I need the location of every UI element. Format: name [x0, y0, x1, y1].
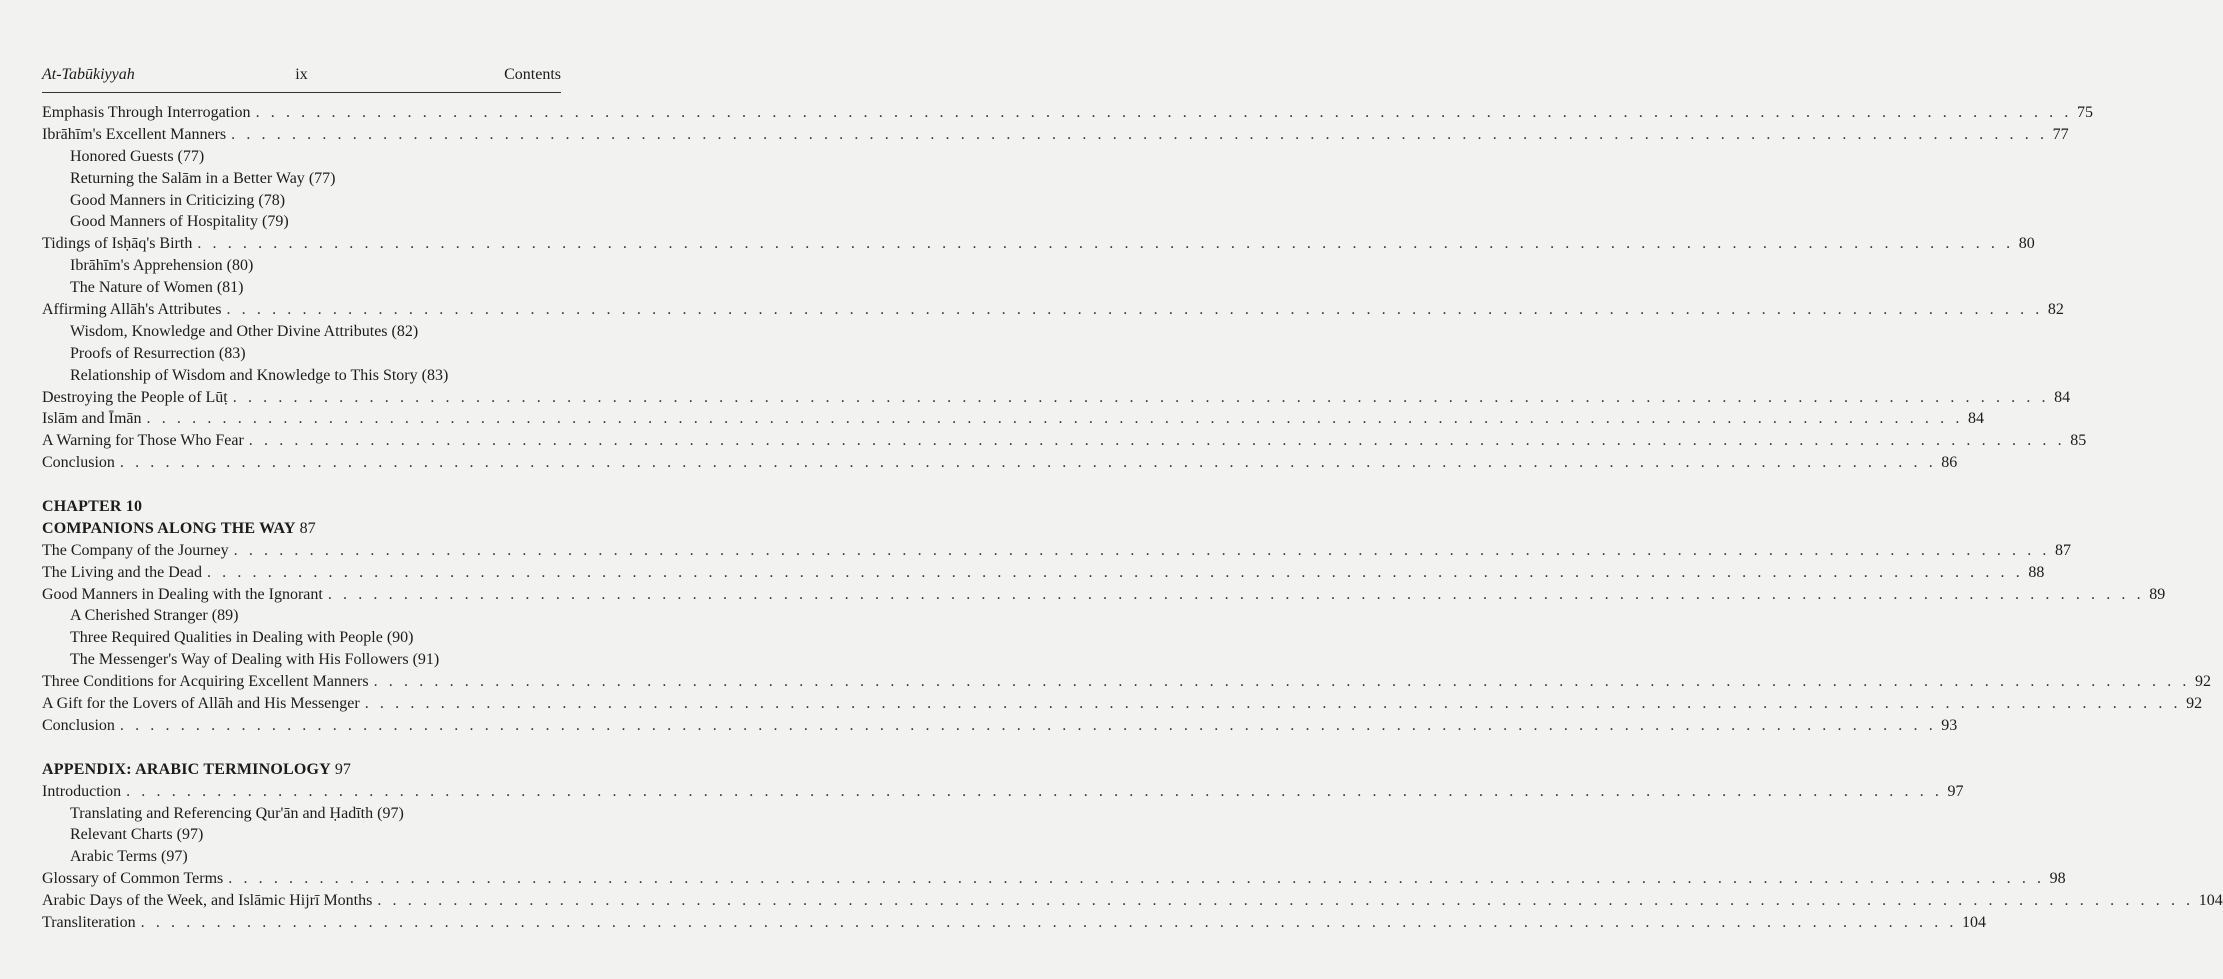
toc-entry[interactable] — [42, 408, 1984, 430]
toc-entry-page: 85 — [2070, 432, 2087, 450]
toc-subentry-page: (82) — [391, 322, 419, 340]
toc-subentry[interactable] — [42, 211, 561, 233]
toc-entry-title: Destroying the People of Lūṭ — [42, 388, 228, 406]
toc-entry-title: A Gift for the Lovers of Allāh and His Messenger — [42, 695, 360, 713]
toc-entry-title: Good Manners in Dealing with the Ignorant — [42, 585, 323, 603]
toc-entry[interactable] — [42, 715, 1958, 737]
toc-subentry-title: Wisdom, Knowledge and Other Divine Attributes — [70, 322, 388, 340]
toc-entry-title: Arabic Days of the Week, and Islāmic Hijrī Months — [42, 892, 373, 910]
toc-subentry-title: The Nature of Women — [70, 279, 213, 297]
chapter-label: CHAPTER 10 — [42, 498, 143, 516]
toc-subentry-page: (91) — [412, 651, 440, 669]
toc-entry[interactable] — [42, 584, 2166, 606]
header-rule — [42, 92, 561, 93]
section-name: Contents — [504, 66, 561, 83]
toc-subentry-title: Honored Guests — [70, 147, 174, 165]
toc-subentry[interactable] — [42, 803, 561, 825]
toc-subentry[interactable] — [42, 649, 561, 671]
toc-subentry-title: Relationship of Wisdom and Knowledge to This Story — [70, 366, 418, 384]
toc-entry[interactable] — [42, 124, 2069, 146]
dot-leader: . . . . . . . . . . . . . . . . . . . . . . . . . . . . . . . . . . . . . . . . . . . . . . . . . . . . . . . . . . . . . . . . . . . . . . . . . . . . . . . . . . . . . . . . . . . . . . . . . . . . . . . . . . . . . . . . . . . . . . . . — [228, 870, 2045, 888]
toc-entry-title: The Living and the Dead — [42, 563, 202, 581]
toc-entry-title: A Warning for Those Who Fear — [42, 432, 244, 450]
toc-subentry-page: (78) — [258, 191, 286, 209]
table-of-contents — [42, 102, 2223, 934]
toc-entry-title: The Company of the Journey — [42, 541, 229, 559]
toc-entry[interactable] — [42, 452, 1958, 474]
toc-entry-page: 89 — [2149, 585, 2166, 603]
toc-entry[interactable] — [42, 868, 2066, 890]
toc-subentry-page: (77) — [308, 169, 336, 187]
dot-leader: . . . . . . . . . . . . . . . . . . . . . . . . . . . . . . . . . . . . . . . . . . . . . . . . . . . . . . . . . . . . . . . . . . . . . . . . . . . . . . . . . . . . . . . . . . . . . . . . . . . . . . . . . . . . . . . . . . . . . . . . — [126, 782, 1943, 800]
toc-entry-page: 84 — [2054, 388, 2071, 406]
toc-entry-title: Glossary of Common Terms — [42, 870, 224, 888]
toc-subentry-title: Good Manners in Criticizing — [70, 191, 255, 209]
chapter-heading[interactable] — [42, 518, 561, 540]
chapter-page-number: 97 — [334, 760, 351, 778]
toc-subentry[interactable] — [42, 605, 561, 627]
toc-subentry[interactable] — [42, 190, 561, 212]
toc-entry-page: 87 — [2055, 541, 2072, 559]
dot-leader: . . . . . . . . . . . . . . . . . . . . . . . . . . . . . . . . . . . . . . . . . . . . . . . . . . . . . . . . . . . . . . . . . . . . . . . . . . . . . . . . . . . . . . . . . . . . . . . . . . . . . . . . . . . . . . . . . . . . . . . . — [364, 695, 2182, 713]
toc-entry[interactable] — [42, 102, 2093, 124]
toc-entry-page: 77 — [2052, 125, 2069, 143]
toc-entry-page: 93 — [1941, 716, 1958, 734]
toc-entry-page: 82 — [2047, 301, 2064, 319]
toc-subentry-page: (90) — [386, 629, 414, 647]
toc-entry[interactable] — [42, 562, 2045, 584]
toc-entry[interactable] — [42, 890, 2223, 912]
toc-subentry[interactable] — [42, 146, 561, 168]
toc-entry[interactable] — [42, 781, 1964, 803]
toc-entry-page: 84 — [1967, 410, 1984, 428]
toc-subentry-title: Proofs of Resurrection — [70, 344, 215, 362]
toc-entry-page: 104 — [2198, 892, 2223, 910]
toc-subentry[interactable] — [42, 627, 561, 649]
toc-entry-title: Emphasis Through Interrogation — [42, 104, 251, 121]
dot-leader: . . . . . . . . . . . . . . . . . . . . . . . . . . . . . . . . . . . . . . . . . . . . . . . . . . . . . . . . . . . . . . . . . . . . . . . . . . . . . . . . . . . . . . . . . . . . . . . . . . . . . . . . . . . . . . . . . . . . . . . . — [377, 892, 2194, 910]
toc-subentry[interactable] — [42, 343, 561, 365]
toc-subentry-title: Arabic Terms — [70, 848, 157, 866]
dot-leader: . . . . . . . . . . . . . . . . . . . . . . . . . . . . . . . . . . . . . . . . . . . . . . . . . . . . . . . . . . . . . . . . . . . . . . . . . . . . . . . . . . . . . . . . . . . . . . . . . . . . . . . . . . . . . . . . . . . . . . . . — [373, 673, 2190, 691]
dot-leader: . . . . . . . . . . . . . . . . . . . . . . . . . . . . . . . . . . . . . . . . . . . . . . . . . . . . . . . . . . . . . . . . . . . . . . . . . . . . . . . . . . . . . . . . . . . . . . . . . . . . . . . . . . . . . . . . . . . . . . . . — [197, 235, 2014, 253]
dot-leader: . . . . . . . . . . . . . . . . . . . . . . . . . . . . . . . . . . . . . . . . . . . . . . . . . . . . . . . . . . . . . . . . . . . . . . . . . . . . . . . . . . . . . . . . . . . . . . . . . . . . . . . . . . . . . . . . . . . . . . . . — [327, 585, 2145, 603]
toc-subentry-page: (97) — [161, 848, 188, 866]
book-title: At-Tabūkiyyah — [42, 66, 135, 83]
toc-subentry-page: (97) — [176, 826, 204, 844]
toc-subentry[interactable] — [42, 277, 561, 299]
chapter-heading[interactable] — [42, 759, 561, 781]
toc-subentry-page: (79) — [261, 213, 289, 231]
toc-subentry[interactable] — [42, 168, 561, 190]
toc-subentry-page: (77) — [177, 147, 205, 165]
dot-leader: . . . . . . . . . . . . . . . . . . . . . . . . . . . . . . . . . . . . . . . . . . . . . . . . . . . . . . . . . . . . . . . . . . . . . . . . . . . . . . . . . . . . . . . . . . . . . . . . . . . . . . . . . . . . . . . . . . . . . . . . — [146, 410, 1963, 428]
toc-subentry-page: (97) — [377, 804, 404, 822]
toc-subentry-title: Relevant Charts — [70, 826, 173, 844]
dot-leader: . . . . . . . . . . . . . . . . . . . . . . . . . . . . . . . . . . . . . . . . . . . . . . . . . . . . . . . . . . . . . . . . . . . . . . . . . . . . . . . . . . . . . . . . . . . . . . . . . . . . . . . . . . . . . . . . . . . . . . . . — [255, 104, 2072, 121]
toc-entry-title: Introduction — [42, 782, 122, 800]
dot-leader: . . . . . . . . . . . . . . . . . . . . . . . . . . . . . . . . . . . . . . . . . . . . . . . . . . . . . . . . . . . . . . . . . . . . . . . . . . . . . . . . . . . . . . . . . . . . . . . . . . . . . . . . . . . . . . . . . . . . . . . . — [248, 432, 2066, 450]
toc-entry-page: 88 — [2028, 563, 2045, 581]
toc-entry[interactable] — [42, 671, 2211, 693]
dot-leader: . . . . . . . . . . . . . . . . . . . . . . . . . . . . . . . . . . . . . . . . . . . . . . . . . . . . . . . . . . . . . . . . . . . . . . . . . . . . . . . . . . . . . . . . . . . . . . . . . . . . . . . . . . . . . . . . . . . . . . . . — [231, 125, 2048, 143]
toc-entry-page: 92 — [2195, 673, 2211, 691]
toc-entry-title: Conclusion — [42, 716, 115, 734]
dot-leader: . . . . . . . . . . . . . . . . . . . . . . . . . . . . . . . . . . . . . . . . . . . . . . . . . . . . . . . . . . . . . . . . . . . . . . . . . . . . . . . . . . . . . . . . . . . . . . . . . . . . . . . . . . . . . . . . . . . . . . . . — [119, 716, 1937, 734]
toc-entry[interactable] — [42, 430, 2087, 452]
toc-entry[interactable] — [42, 693, 2203, 715]
toc-subentry-title: Three Required Qualities in Dealing with People — [70, 629, 383, 647]
toc-subentry-page: (83) — [218, 344, 246, 362]
toc-entry-title: Tidings of Isḥāq's Birth — [42, 235, 193, 253]
chapter-title: APPENDIX: ARABIC TERMINOLOGY — [42, 760, 331, 778]
toc-subentry-title: Good Manners of Hospitality — [70, 213, 258, 231]
chapter-title: COMPANIONS ALONG THE WAY — [42, 519, 296, 537]
toc-entry-title: Affirming Allāh's Attributes — [42, 301, 222, 319]
dot-leader: . . . . . . . . . . . . . . . . . . . . . . . . . . . . . . . . . . . . . . . . . . . . . . . . . . . . . . . . . . . . . . . . . . . . . . . . . . . . . . . . . . . . . . . . . . . . . . . . . . . . . . . . . . . . . . . . . . . . . . . . — [226, 301, 2043, 319]
toc-entry-page: 104 — [1962, 913, 1987, 931]
toc-subentry-page: (81) — [216, 279, 244, 297]
toc-subentry-page: (89) — [211, 607, 239, 625]
dot-leader: . . . . . . . . . . . . . . . . . . . . . . . . . . . . . . . . . . . . . . . . . . . . . . . . . . . . . . . . . . . . . . . . . . . . . . . . . . . . . . . . . . . . . . . . . . . . . . . . . . . . . . . . . . . . . . . . . . . . . . . . — [140, 913, 1958, 931]
toc-entry[interactable] — [42, 912, 1987, 934]
toc-subentry-page: (83) — [421, 366, 449, 384]
dot-leader: . . . . . . . . . . . . . . . . . . . . . . . . . . . . . . . . . . . . . . . . . . . . . . . . . . . . . . . . . . . . . . . . . . . . . . . . . . . . . . . . . . . . . . . . . . . . . . . . . . . . . . . . . . . . . . . . . . . . . . . . — [233, 541, 2051, 559]
toc-entry[interactable] — [42, 299, 2064, 321]
toc-entry-page: 97 — [1947, 782, 1964, 800]
toc-subentry-page: (80) — [226, 257, 254, 275]
toc-entry[interactable] — [42, 540, 2072, 562]
toc-entry-page: 86 — [1941, 454, 1958, 472]
section-gap — [42, 474, 561, 496]
dot-leader: . . . . . . . . . . . . . . . . . . . . . . . . . . . . . . . . . . . . . . . . . . . . . . . . . . . . . . . . . . . . . . . . . . . . . . . . . . . . . . . . . . . . . . . . . . . . . . . . . . . . . . . . . . . . . . . . . . . . . . . . — [232, 388, 2050, 406]
toc-subentry-title: The Messenger's Way of Dealing with His Followers — [70, 651, 409, 669]
toc-subentry-title: Ibrāhīm's Apprehension — [70, 257, 223, 275]
toc-subentry[interactable] — [42, 321, 561, 343]
toc-entry-page: 92 — [2186, 695, 2203, 713]
toc-entry-title: Three Conditions for Acquiring Excellent Manners — [42, 673, 369, 691]
toc-subentry-title: A Cherished Stranger — [70, 607, 208, 625]
toc-subentry[interactable] — [42, 846, 561, 868]
toc-entry-title: Conclusion — [42, 454, 115, 472]
toc-entry-page: 75 — [2076, 104, 2093, 121]
toc-entry[interactable] — [42, 233, 2035, 255]
toc-entry-page: 98 — [2049, 870, 2066, 888]
toc-subentry-title: Returning the Salām in a Better Way — [70, 169, 305, 187]
page-number: ix — [295, 66, 308, 83]
chapter-page-number: 87 — [299, 519, 316, 537]
section-gap — [42, 737, 561, 759]
toc-entry-title: Islām and Īmān — [42, 410, 142, 428]
toc-subentry[interactable] — [42, 824, 561, 846]
toc-subentry[interactable] — [42, 365, 561, 387]
toc-subentry-title: Translating and Referencing Qur'ān and Ḥadīth — [70, 804, 374, 822]
toc-subentry[interactable] — [42, 255, 561, 277]
dot-leader: . . . . . . . . . . . . . . . . . . . . . . . . . . . . . . . . . . . . . . . . . . . . . . . . . . . . . . . . . . . . . . . . . . . . . . . . . . . . . . . . . . . . . . . . . . . . . . . . . . . . . . . . . . . . . . . . . . . . . . . . — [206, 563, 2024, 581]
toc-entry-title: Ibrāhīm's Excellent Manners — [42, 125, 227, 143]
dot-leader: . . . . . . . . . . . . . . . . . . . . . . . . . . . . . . . . . . . . . . . . . . . . . . . . . . . . . . . . . . . . . . . . . . . . . . . . . . . . . . . . . . . . . . . . . . . . . . . . . . . . . . . . . . . . . . . . . . . . . . . . — [119, 454, 1937, 472]
toc-entry[interactable] — [42, 387, 2071, 409]
running-head — [42, 64, 561, 86]
toc-entry-title: Transliteration — [42, 913, 136, 931]
toc-entry-page: 80 — [2018, 235, 2035, 253]
